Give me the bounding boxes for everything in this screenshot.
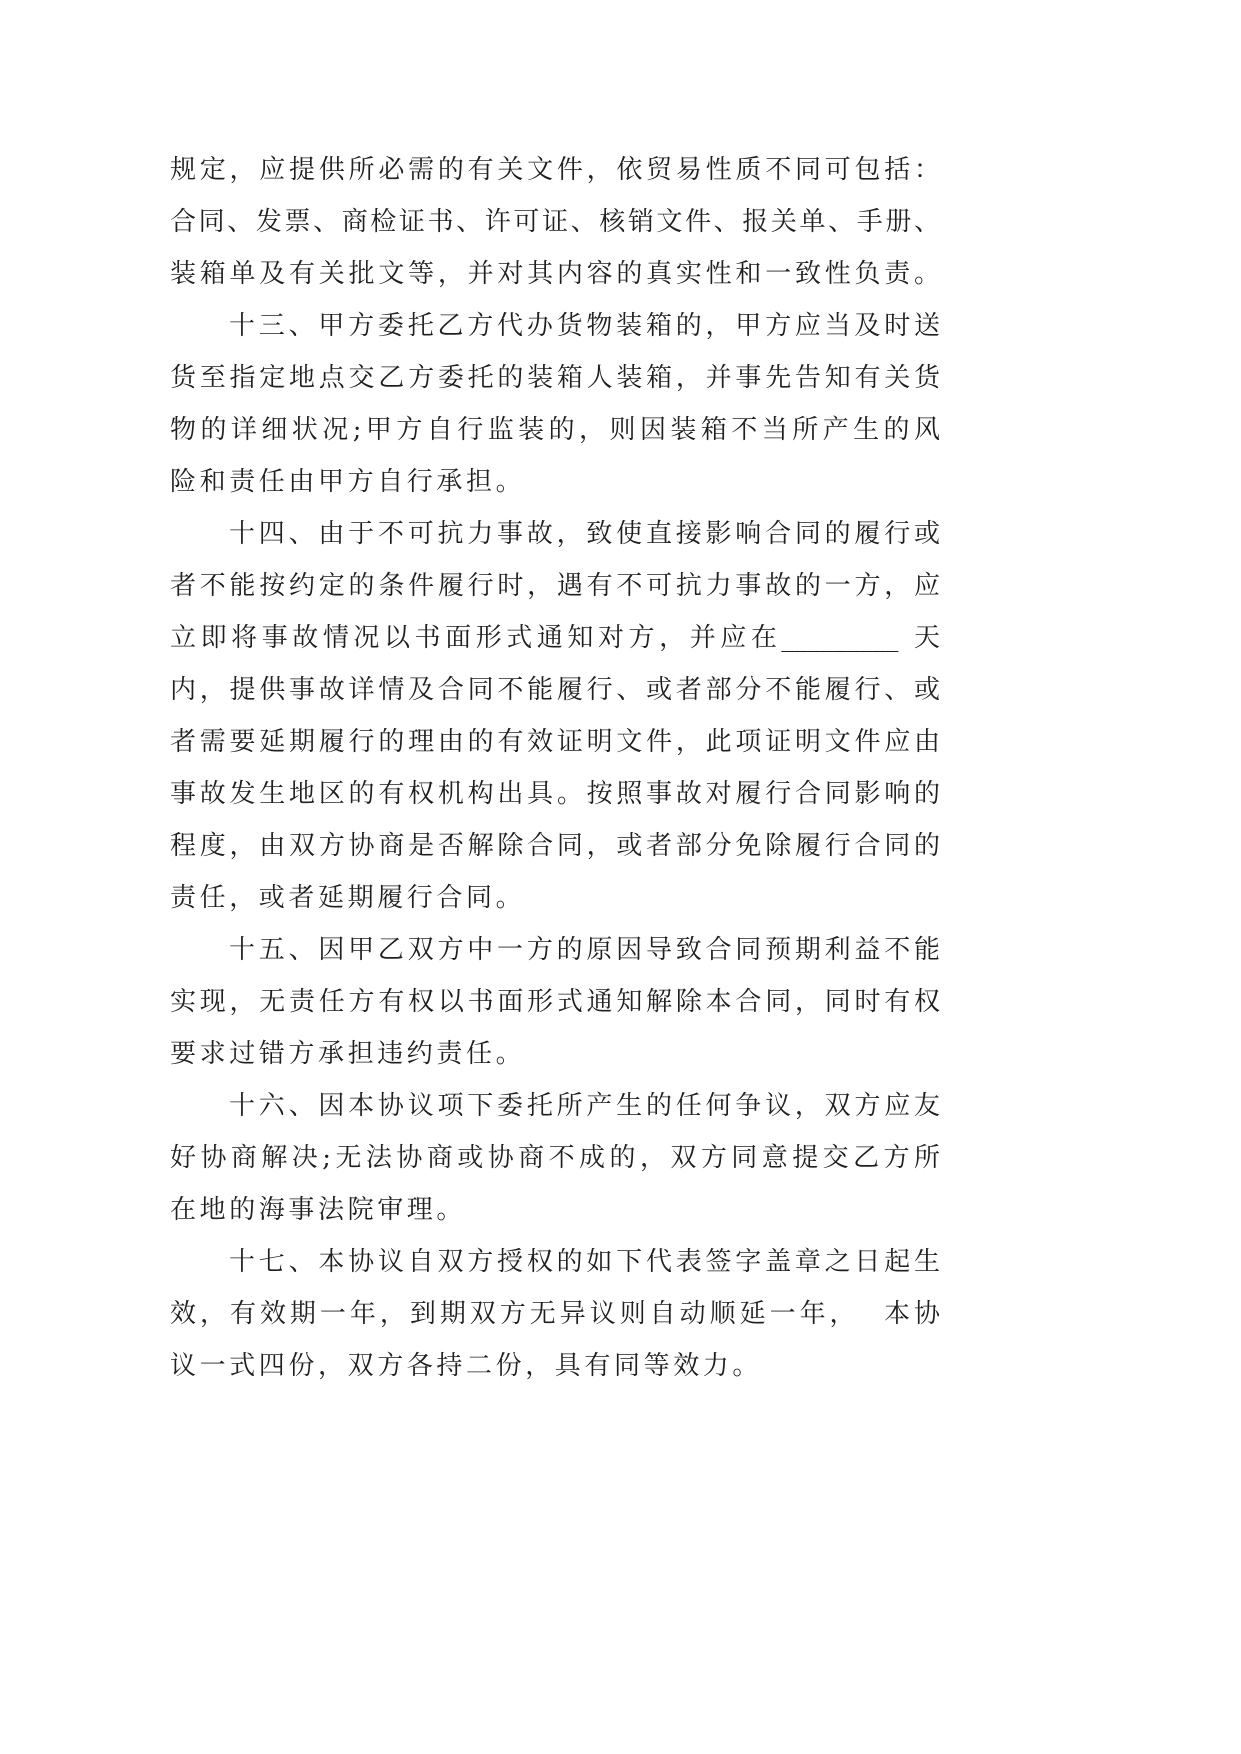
clause-13 xyxy=(170,300,940,508)
text-line: 在地的海事法院审理。 xyxy=(170,1195,467,1225)
text-line: 十三、甲方委托乙方代办货物装箱的，甲方应当及时送 xyxy=(229,311,940,341)
text-segment: 立即将事故情况以书面形式通知对方，并应在 xyxy=(170,623,782,653)
text-segment: 天 xyxy=(909,623,940,653)
text-line: 程度，由双方协商是否解除合同，或者部分免除履行合同的 xyxy=(170,831,940,861)
text-line: 内，提供事故详情及合同不能履行、或者部分不能履行、或 xyxy=(170,675,940,705)
text-line: 者不能按约定的条件履行时，遇有不可抗力事故的一方，应 xyxy=(170,571,940,601)
clause-16 xyxy=(170,1080,940,1236)
clause-14 xyxy=(170,508,940,924)
fill-in-blank: _________ xyxy=(781,623,899,653)
text-line: 责任，或者延期履行合同。 xyxy=(170,883,526,913)
text-line: 十六、因本协议项下委托所产生的任何争议，双方应友 xyxy=(229,1091,940,1121)
text-line: 议一式四份，双方各持二份，具有同等效力。 xyxy=(170,1351,763,1381)
clause-17 xyxy=(170,1236,940,1392)
text-line: 规定，应提供所必需的有关文件，依贸易性质不同可包括： xyxy=(170,155,940,185)
text-line: 事故发生地区的有权机构出具。按照事故对履行合同影响的 xyxy=(170,779,940,809)
text-line: 十五、因甲乙双方中一方的原因导致合同预期利益不能 xyxy=(229,935,940,965)
text-line: 实现，无责任方有权以书面形式通知解除本合同，同时有权 xyxy=(170,987,940,1017)
clause-15 xyxy=(170,924,940,1080)
text-line: 合同、发票、商检证书、许可证、核销文件、报关单、手册、 xyxy=(170,207,940,237)
continued-paragraph xyxy=(170,144,940,300)
text-line: 货至指定地点交乙方委托的装箱人装箱，并事先告知有关货 xyxy=(170,363,940,393)
text-line: 效，有效期一年，到期双方无异议则自动顺延一年， 本协 xyxy=(170,1299,940,1329)
text-line: 者需要延期履行的理由的有效证明文件，此项证明文件应由 xyxy=(170,727,940,757)
text-line: 要求过错方承担违约责任。 xyxy=(170,1039,526,1069)
document-body xyxy=(170,144,940,1392)
text-line: 十七、本协议自双方授权的如下代表签字盖章之日起生 xyxy=(229,1247,940,1277)
text-line: 险和责任由甲方自行承担。 xyxy=(170,467,526,497)
text-line: 物的详细状况;甲方自行监装的，则因装箱不当所产生的风 xyxy=(170,415,940,445)
text-line-with-blank xyxy=(170,612,940,664)
text-line: 好协商解决;无法协商或协商不成的，双方同意提交乙方所 xyxy=(170,1143,940,1173)
text-line: 装箱单及有关批文等，并对其内容的真实性和一致性负责。 xyxy=(170,259,940,289)
text-line: 十四、由于不可抗力事故，致使直接影响合同的履行或 xyxy=(229,519,940,549)
